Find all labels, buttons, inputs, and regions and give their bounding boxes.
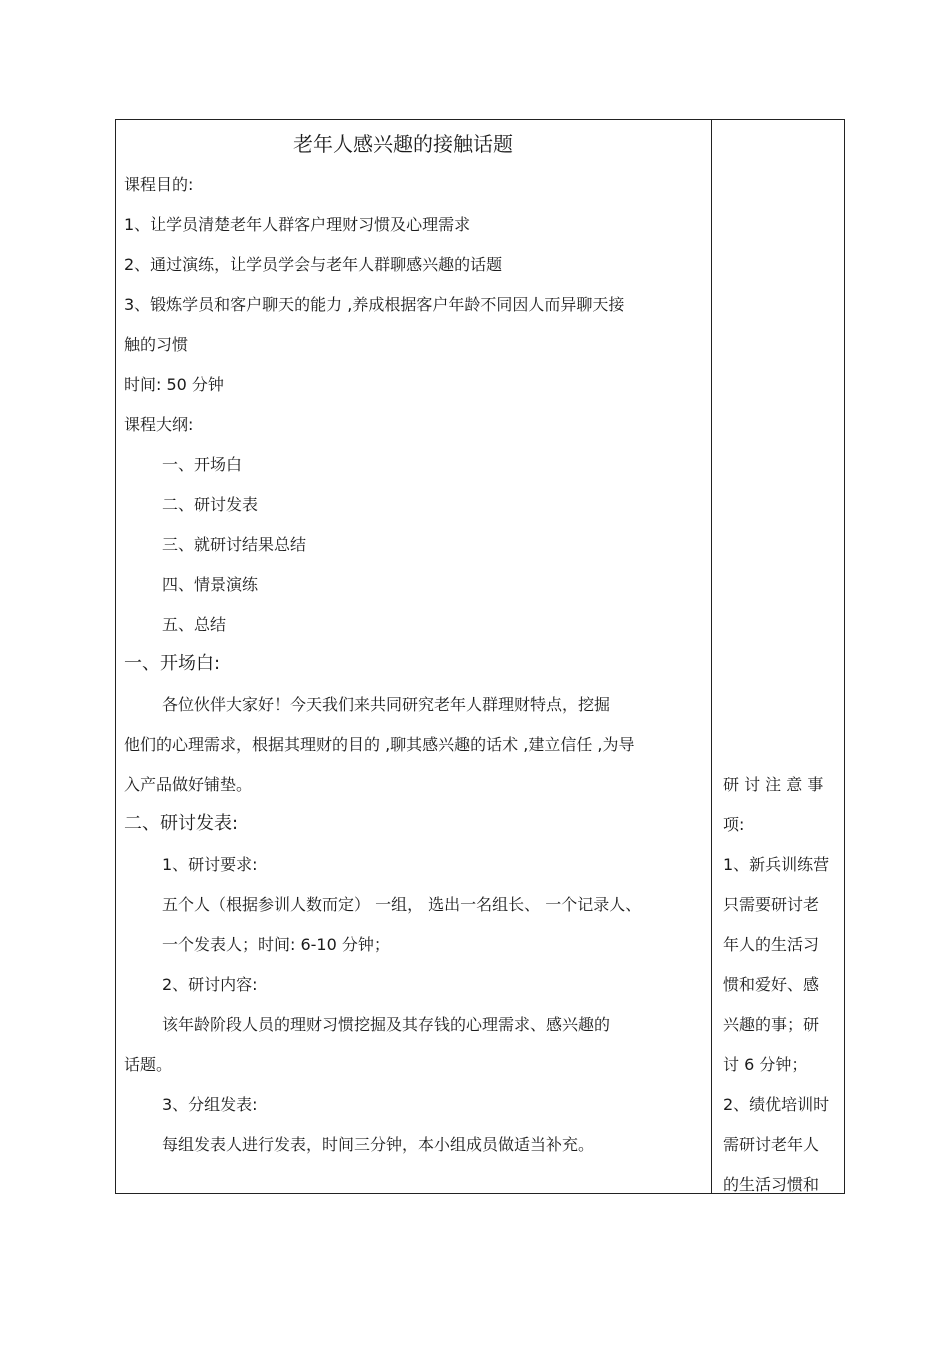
objective-line: 3、锻炼学员和客户聊天的能力 ,养成根据客户年龄不同因人而异聊天接 [124, 295, 625, 314]
outline-item: 二、研讨发表 [162, 495, 259, 514]
outline-item: 五、总结 [162, 615, 227, 634]
discussion-line: 一个发表人；时间: 6-10 分钟； [162, 935, 390, 954]
discussion-line: 该年龄阶段人员的理财习惯挖掘及其存钱的心理需求、感兴趣的 [162, 1015, 611, 1034]
outline-item: 四、情景演练 [162, 575, 259, 594]
objective-heading: 课程目的: [124, 175, 194, 194]
course-time: 时间: 50 分钟 [124, 375, 224, 394]
discussion-line: 1、研讨要求: [162, 855, 258, 874]
outline-item: 三、就研讨结果总结 [162, 535, 307, 554]
side-note-line: 2、绩优培训时 [723, 1095, 830, 1114]
side-note-line: 研 讨 注 意 事 [723, 775, 824, 794]
side-note-line: 的生活习惯和 [723, 1175, 820, 1194]
objective-line: 触的习惯 [124, 335, 189, 354]
side-note-line: 项: [723, 815, 745, 834]
objective-line: 2、通过演练，让学员学会与老年人群聊感兴趣的话题 [124, 255, 503, 274]
outline-item: 一、开场白 [162, 455, 243, 474]
side-note-line: 只需要研讨老 [723, 895, 820, 914]
column-divider [711, 119, 712, 1194]
discussion-line: 3、分组发表: [162, 1095, 258, 1114]
side-note-line: 年人的生活习 [723, 935, 820, 954]
side-note-line: 兴趣的事；研 [723, 1015, 820, 1034]
discussion-line: 每组发表人进行发表，时间三分钟，本小组成员做适当补充。 [162, 1135, 595, 1154]
outline-heading: 课程大纲: [124, 415, 194, 434]
opening-text-line: 入产品做好铺垫。 [124, 775, 253, 794]
section-heading-discussion: 二、研讨发表: [124, 813, 239, 834]
document-title: 老年人感兴趣的接触话题 [293, 132, 513, 156]
opening-text-line: 各位伙伴大家好！今天我们来共同研究老年人群理财特点，挖掘 [162, 695, 611, 714]
discussion-line: 话题。 [124, 1055, 173, 1074]
side-note-line: 讨 6 分钟； [723, 1055, 808, 1074]
section-heading-opening: 一、开场白: [124, 653, 221, 674]
discussion-line: 五个人（根据参训人数而定） 一组， 选出一名组长、 一个记录人、 [162, 895, 642, 914]
opening-text-line: 他们的心理需求，根据其理财的目的 ,聊其感兴趣的话术 ,建立信任 ,为导 [124, 735, 635, 754]
side-note-line: 需研讨老年人 [723, 1135, 820, 1154]
objective-line: 1、让学员清楚老年人群客户理财习惯及心理需求 [124, 215, 471, 234]
side-note-line: 1、新兵训练营 [723, 855, 830, 874]
side-note-line: 惯和爱好、感 [723, 975, 820, 994]
discussion-line: 2、研讨内容: [162, 975, 258, 994]
